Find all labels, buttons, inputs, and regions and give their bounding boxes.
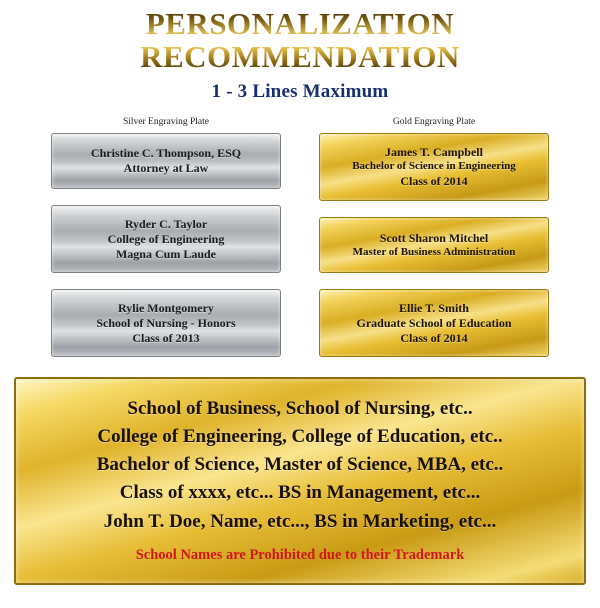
plate-line: Attorney at Law <box>123 161 209 176</box>
plate-line: Ryder C. Taylor <box>124 216 208 231</box>
examples-panel <box>14 377 586 585</box>
silver-column <box>51 117 281 373</box>
gold-column-label: Gold Engraving Plate <box>392 117 476 128</box>
example-line: John T. Doe, Name, etc..., BS in Marketing, etc... <box>103 510 497 532</box>
plate-line: School of Nursing - Honors <box>96 315 236 330</box>
plate-line: Rylie Montgomery <box>118 300 214 315</box>
silver-column-label: Silver Engraving Plate <box>122 117 209 128</box>
plate-line: Scott Sharon Mitchel <box>379 230 489 245</box>
page-subtitle: 1 - 3 Lines Maximum <box>211 81 389 103</box>
example-line: Bachelor of Science, Master of Science, MBA, etc.. <box>96 454 504 476</box>
example-line: School of Business, School of Nursing, etc.. <box>127 398 473 420</box>
silver-plate-3 <box>51 289 281 357</box>
plate-line: Ellie T. Smith <box>399 300 469 315</box>
gold-plate-3 <box>319 289 549 357</box>
plate-line: Magna Cum Laude <box>115 246 216 261</box>
gold-plate-2 <box>319 217 549 273</box>
gold-plate-1 <box>319 133 549 201</box>
trademark-warning: School Names are Prohibited due to their Trademark <box>135 546 465 563</box>
plate-line: Bachelor of Science in Engineering <box>352 160 516 173</box>
plate-line: James T. Campbell <box>385 145 483 160</box>
gold-column <box>319 117 549 373</box>
example-line: College of Engineering, College of Education, etc.. <box>97 426 503 448</box>
plate-line: Class of 2014 <box>400 330 468 345</box>
example-line: Class of xxxx, etc... BS in Management, etc... <box>119 482 481 504</box>
personalization-recommendation-page <box>0 8 600 608</box>
plate-columns <box>0 117 600 373</box>
page-title <box>0 8 600 73</box>
plate-line: College of Engineering <box>107 231 225 246</box>
plate-line: Graduate School of Education <box>356 315 512 330</box>
plate-line: Master of Business Administration <box>352 245 516 258</box>
plate-line: Christine C. Thompson, ESQ <box>90 146 242 161</box>
page-title-text: PERSONALIZATION RECOMMENDATION <box>140 6 460 74</box>
silver-plate-2 <box>51 205 281 273</box>
silver-plate-1 <box>51 133 281 189</box>
plate-line: Class of 2014 <box>400 173 468 188</box>
plate-line: Class of 2013 <box>132 330 200 345</box>
